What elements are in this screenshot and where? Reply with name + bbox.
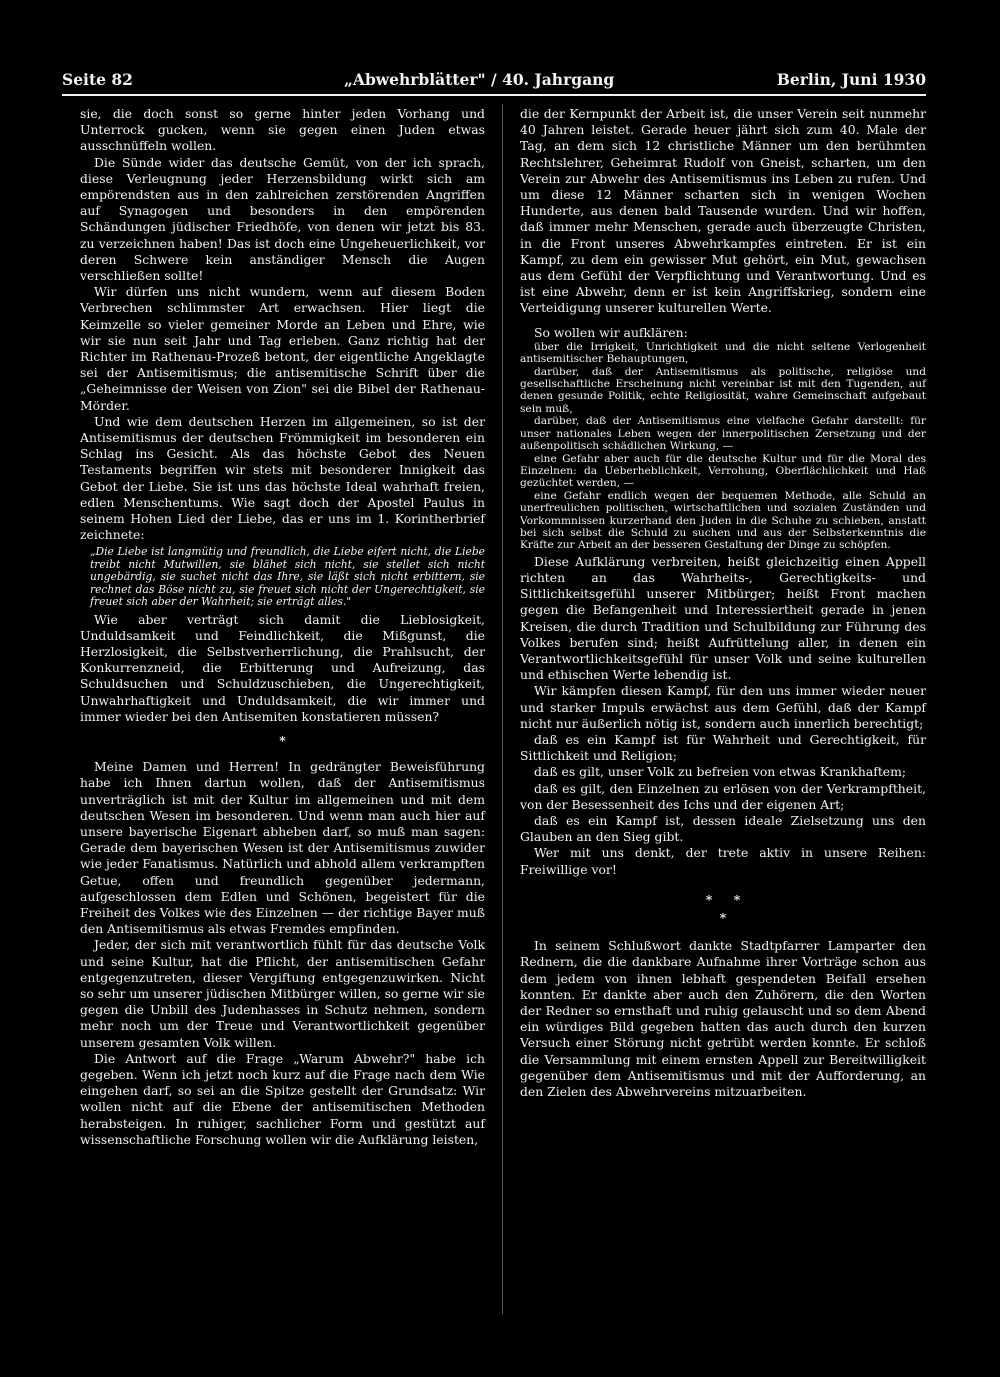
small-paragraph: eine Gefahr aber auch für die deutsche Kultur und für die Moral des Einzelnen: da Ueberheblichkeit, Verrohung, Oberflächlichkeit und Haß gezüchtet werden, — bbox=[520, 452, 926, 490]
paragraph: sie, die doch sonst so gerne hinter jeden Vorhang und Unterrock gucken, wenn sie gegen einen Juden etwas ausschnüffeln wollen. bbox=[80, 106, 485, 154]
left-column bbox=[80, 106, 485, 1331]
paragraph: Jeder, der sich mit verantwortlich fühlt für das deutsche Volk und seine Kultur, hat die Pflicht, der antisemitischen Gefahr entgegenzutreten, dieser Vergiftung entgegenzuwirken. Nicht so sehr um unserer jüdischen Mitbürger willen, so gerne wir sie gegen die Unbill des Judenhasses in Schutz nehmen, sondern mehr noch um der Treue und Verantwortlichkeit gegenüber unserem gesamten Volk willen. bbox=[80, 937, 485, 1050]
small-paragraph: darüber, daß der Antisemitismus als politische, religiöse und gesellschaftliche Erscheinung nicht vereinbar ist mit den Tugenden, auf denen gesunde Politik, echte Religiosität, wahre Gemeinschaft aufgebaut sein muß, bbox=[520, 365, 926, 415]
paragraph: daß es ein Kampf ist für Wahrheit und Gerechtigkeit, für Sittlichkeit und Religion; bbox=[520, 731, 926, 764]
paragraph: Die Sünde wider das deutsche Gemüt, von der ich sprach, diese Verleugnung jeder Herzensbildung wirkt sich am empörendsten aus in den zahlreichen zerstörenden Angriffen auf Synagogen und besonders in den empörenden Schändungen jüdischer Friedhöfe, von denen wir jetzt bis 83. zu verzeichnen haben! Das ist doch eine Ungeheuerlichkeit, vor deren Schwere kein anständiger Mensch die Augen verschließen sollte! bbox=[80, 154, 485, 284]
small-paragraph: über die Irrigkeit, Unrichtigkeit und die nicht seltene Verlogenheit antisemitischer Behauptungen, bbox=[520, 340, 926, 366]
section-separator: * bbox=[279, 732, 286, 748]
paragraph: In seinem Schlußwort dankte Stadtpfarrer Lamparter den Rednern, die die dankbare Aufnahme ihrer Vorträge schon aus dem jedem von ihnen lebhaft gespendeten Beifall ersehen konnten. Er dankte aber auch den Zuhörern, die den Worten der Redner so ernsthaft und ruhig gelauscht und so dem Abend ein würdiges Bild gegeben hatten das auch durch den kurzen Versuch einer Störung nicht getrübt werden konnte. Er schloß die Versammlung mit einem ernsten Appell zur Bereitwilligkeit gegenüber dem Antisemitismus und mit der Aufforderung, an den Zielen des Abwehrvereins mitzuarbeiten. bbox=[520, 938, 926, 1100]
paragraph: daß es gilt, unser Volk zu befreien von etwas Krankhaftem; bbox=[534, 764, 907, 780]
page-header bbox=[62, 70, 926, 96]
paragraph: Und wie dem deutschen Herzen im allgemeinen, so ist der Antisemitismus der deutschen Frömmigkeit im besonderen ein Schlag ins Gesicht. Als das höchste Gebot des Neuen Testaments begriffen wir stets mit besonderer Innigkeit das Gebot der Liebe. Sie ist uns das höchste Ideal wahrhaft freien, edlen Menschentums. Wie sagt doch der Apostel Paulus in seinem Hohen Lied der Liebe, das er uns im 1. Korintherbrief zeichnete: bbox=[80, 413, 485, 543]
paragraph: Wer mit uns denkt, der trete aktiv in unsere Reihen: Freiwillige vor! bbox=[520, 845, 926, 877]
section-separator: * bbox=[719, 910, 727, 926]
paragraph: Wir dürfen uns nicht wundern, wenn auf diesem Boden Verbrechen schlimmster Art erwachsen. Hier liegt die Keimzelle so vieler gemeiner Morde an Leben und Ehre, wie wir sie nun seit Jahr und Tag erleben. Ganz richtig hat der Richter im Rathenau-Prozeß betont, der eigentliche Angeklagte sei der Antisemitismus; die antisemitische Schrift über die „Geheimnisse der Weisen von Zion" sei die Bibel der Rathenau-Mörder. bbox=[80, 284, 485, 413]
page-number: Seite 82 bbox=[62, 70, 133, 89]
paragraph: daß es ein Kampf ist, dessen ideale Zielsetzung uns den Glauben an den Sieg gibt. bbox=[520, 813, 926, 845]
section-separator-double: * * bbox=[705, 891, 741, 907]
paragraph: So wollen wir aufklären: bbox=[534, 324, 688, 340]
bible-quote: „Die Liebe ist langmütig und freundlich, die Liebe eifert nicht, die Liebe treibt nicht Mutwillen, sie blähet sich nicht, sie stellet sich nicht ungebärdig, sie suchet nicht das Ihre, sie läßt sich nicht erbittern, sie rechnet das Böse nicht zu, sie freuet sich nicht der Ungerechtigkeit, sie freuet sich aber der Wahrheit; sie erträgt alles." bbox=[90, 545, 485, 609]
place-date: Berlin, Juni 1930 bbox=[776, 70, 926, 89]
paragraph: Wie aber verträgt sich damit die Lieblosigkeit, Unduldsamkeit und Feindlichkeit, die Mißgunst, die Herzlosigkeit, die Selbstverherrlichung, die Prahlsucht, der Konkurrenzneid, die Erbitterung und Aufreizung, das Schuldsuchen und Schuldzuschieben, die Ungerechtigkeit, Unwahrhaftigkeit und Unduldsamkeit, die wir immer und immer wieder bei den Antisemiten konstatieren müssen? bbox=[80, 611, 485, 724]
small-paragraph: darüber, daß der Antisemitismus eine vielfache Gefahr darstellt: für unser nationales Leben wegen der innerpolitischen Zersetzung und der außenpolitisch schädlichen Wirkung, — bbox=[520, 415, 926, 453]
publication-title: „Abwehrblätter" / 40. Jahrgang bbox=[344, 70, 615, 89]
paragraph: die der Kernpunkt der Arbeit ist, die unser Verein seit nunmehr 40 Jahren leistet. Gerade heuer jährt sich zum 40. Male der Tag, an dem sich 12 christliche Männer um den berühmten Rechtslehrer, Geheimrat Rudolf von Gneist, scharten, um den Verein zur Abwehr des Antisemitismus ins Leben zu rufen. Und um diese 12 Männer scharten sich in wenigen Wochen Hunderte, aus denen bald Tausende wurden. Und wir hoffen, daß immer mehr Menschen, gerade auch überzeugte Christen, in die Front unseres Abwehrkampfes eintreten. Er ist ein Kampf, zu dem ein gewisser Mut gehört, ein Mut, gewachsen aus dem Gefühl der Verpflichtung und Verantwortung. Und es ist eine Abwehr, denn er ist kein Angriffskrieg, sondern eine Verteidigung unserer kulturellen Werte. bbox=[520, 106, 926, 316]
paragraph: Wir kämpfen diesen Kampf, für den uns immer wieder neuer und starker Impuls erwächst aus dem Gefühl, daß der Kampf nicht nur äußerlich nötig ist, sondern auch innerlich berechtigt; bbox=[520, 683, 926, 731]
right-column bbox=[520, 106, 926, 1331]
paragraph: daß es gilt, den Einzelnen zu erlösen von der Verkrampftheit, von der Besessenheit des Ichs und der eigenen Art; bbox=[520, 780, 926, 812]
column-divider bbox=[502, 104, 503, 1314]
paragraph: Diese Aufklärung verbreiten, heißt gleichzeitig einen Appell richten an das Wahrheits-, Gerechtigkeits- und Sittlichkeitsgefühl unserer Mitbürger; heißt Front machen gegen die Befangenheit und Interessiertheit gerade in jenen Kreisen, die durch Tradition und Schulbildung zur Führung des Volkes berufen sind; heißt Aufrüttelung aller, in denen ein Verantwortlichkeitsgefühl für unser Volk und seine kulturellen und ethischen Werte lebendig ist. bbox=[520, 553, 926, 683]
paragraph: Meine Damen und Herren! In gedrängter Beweisführung habe ich Ihnen dartun wollen, daß der Antisemitismus unverträglich ist mit der Kultur im allgemeinen und mit dem deutschen Wesen im besonderen. Und wenn man auch hier auf unsere bayerische Eigenart abheben darf, so muß man sagen: Gerade dem bayerischen Wesen ist der Antisemitismus zuwider wie jeder Fanatismus. Natürlich und abhold allem verkrampften Getue, offen und freundlich gegenüber jedermann, aufgeschlossen dem Edlen und Schönen, begeistert für die Freiheit des Volkes wie des Einzelnen — der richtige Bayer muß den Antisemitismus als etwas Fremdes empfinden. bbox=[80, 759, 485, 937]
header-rule bbox=[62, 94, 926, 96]
paragraph: Die Antwort auf die Frage „Warum Abwehr?" habe ich gegeben. Wenn ich jetzt noch kurz auf die Frage nach dem Wie eingehen darf, so sei an die Spitze gestellt der Grundsatz: Wir wollen nicht auf die Ebene der antisemitischen Methoden herabsteigen. In ruhiger, sachlicher Form und gestützt auf wissenschaftliche Forschung wollen wir die Aufklärung leisten, bbox=[80, 1050, 485, 1147]
small-paragraph: eine Gefahr endlich wegen der bequemen Methode, alle Schuld an unerfreulichen politischen, wirtschaftlichen und sozialen Zuständen und Vorkommnissen kurzerhand den Juden in die Schuhe zu schieben, anstatt bei sich selbst die Schuld zu suchen und aus der Selbsterkenntnis die Kräfte zur Arbeit an der besseren Gestaltung der Dinge zu schöpfen. bbox=[520, 489, 926, 552]
